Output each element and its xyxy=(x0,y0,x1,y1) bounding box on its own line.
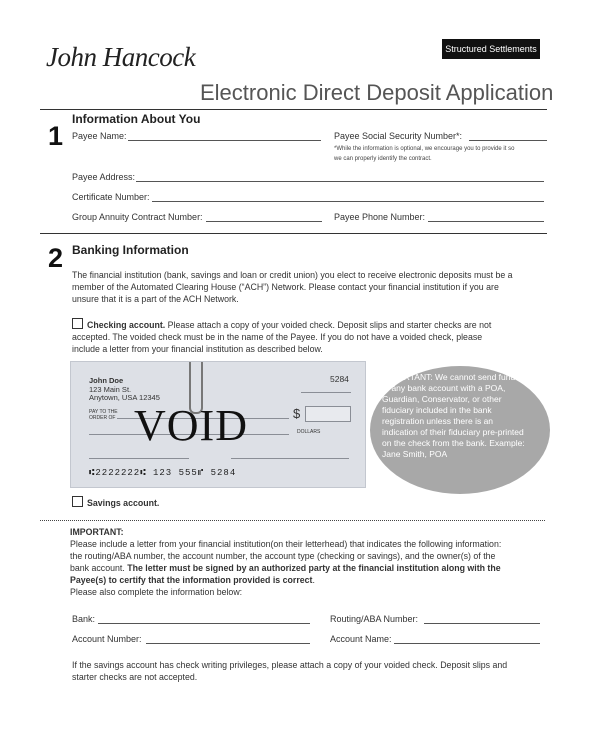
structured-settlements-badge: Structured Settlements xyxy=(442,39,540,59)
section-1-number: 1 xyxy=(48,121,64,151)
payee-name-label: Payee Name: xyxy=(72,131,127,141)
payee-phone-label: Payee Phone Number: xyxy=(334,212,426,222)
important-heading: IMPORTANT: xyxy=(70,527,124,537)
account-number-label: Account Number: xyxy=(72,634,142,644)
check-address2: Anytown, USA 12345 xyxy=(89,393,160,402)
check-date-line xyxy=(301,392,351,393)
section-2-number: 2 xyxy=(48,243,64,273)
checking-account-text3: include a letter from your financial institution as described below. xyxy=(72,344,323,354)
account-name-field[interactable] xyxy=(394,634,540,644)
ach-intro xyxy=(72,269,552,305)
check-signature-line xyxy=(231,458,349,459)
page-title: Electronic Direct Deposit Application xyxy=(200,80,554,105)
savings-account-row xyxy=(72,496,159,509)
ach-intro-line1: The financial institution (bank, savings and loan or credit union) you elect to receive electronic deposits must be a xyxy=(72,270,513,280)
payee-ssn-label: Payee Social Security Number*: xyxy=(334,131,463,141)
checking-account-text2: accepted. The voided check must be in the name of the Payee. If you do not have a voided check, please xyxy=(72,332,483,342)
ach-intro-line3: unsure that it is a part of the ACH Network. xyxy=(72,294,239,304)
savings-footer xyxy=(72,659,552,683)
checking-account-checkbox[interactable] xyxy=(72,318,83,329)
ssn-note-line2: we can properly identify the contract. xyxy=(334,156,432,162)
check-amount-box xyxy=(305,406,351,422)
important-box xyxy=(70,526,542,598)
check-dollar-sign: $ xyxy=(293,406,301,421)
check-address1: 123 Main St. xyxy=(89,385,132,394)
routing-label: Routing/ABA Number: xyxy=(330,614,419,624)
checking-account-block xyxy=(72,318,552,355)
group-annuity-label: Group Annuity Contract Number: xyxy=(72,212,203,222)
check-pay-to: PAY TO THE xyxy=(89,409,118,415)
void-stamp: VOID xyxy=(134,401,248,450)
important-line4-end: . xyxy=(312,575,315,585)
account-number-field[interactable] xyxy=(146,634,310,644)
voided-check-image xyxy=(70,361,366,488)
important-line3-bold: The letter must be signed by an authorized party at the financial institution along with the xyxy=(127,563,501,573)
payee-ssn-field[interactable] xyxy=(469,131,547,141)
important-line3-plain: bank account. xyxy=(70,563,128,573)
payee-phone-field[interactable] xyxy=(428,212,544,222)
section-1-heading: Information About You xyxy=(72,112,201,126)
important-note-text: IMPORTANT: We cannot send funds to any bank account with a POA, Guardian, Conservator, or other fiduciary included in the bank registration unless there is an indication of their fiduciary pre-printed on the check from the bank. Example: Jane Smith, POA xyxy=(382,372,525,459)
checking-account-text1: Please attach a copy of your voided check. Deposit slips and starter checks are not xyxy=(165,320,492,330)
check-number: 5284 xyxy=(330,374,349,384)
payee-address-field[interactable] xyxy=(136,172,544,182)
bank-field[interactable] xyxy=(98,614,310,624)
savings-footer-line2: starter checks are not accepted. xyxy=(72,672,198,682)
important-line1: Please include a letter from your financial institution(on their letterhead) that indicates the following information: xyxy=(70,539,502,549)
account-name-label: Account Name: xyxy=(330,634,392,644)
john-hancock-logo: John Hancock xyxy=(46,42,196,72)
payee-name-field[interactable] xyxy=(128,131,321,141)
ssn-note-line1: *While the information is optional, we encourage you to provide it so xyxy=(334,146,515,152)
section-divider xyxy=(40,233,547,234)
check-name: John Doe xyxy=(89,376,124,385)
important-line5: Please also complete the information below: xyxy=(70,587,243,597)
savings-account-label: Savings account. xyxy=(87,498,160,508)
payee-address-label: Payee Address: xyxy=(72,172,136,182)
certificate-number-field[interactable] xyxy=(152,192,544,202)
ach-intro-line2: member of the Automated Clearing House (“ACH”) Network. Please contact your financial institution if you are xyxy=(72,282,499,292)
important-line4-bold: Payee(s) to certify that the information provided is correct xyxy=(70,575,313,585)
checking-account-label: Checking account. xyxy=(87,320,166,330)
check-order-of: ORDER OF xyxy=(89,415,116,421)
group-annuity-field[interactable] xyxy=(206,212,322,222)
certificate-number-label: Certificate Number: xyxy=(72,192,150,202)
check-micr-line: ⑆2222222⑆ 123 555⑈ 5284 xyxy=(89,468,237,478)
section-2-heading: Banking Information xyxy=(72,243,189,257)
check-dollars-label: DOLLARS xyxy=(297,429,321,435)
routing-field[interactable] xyxy=(424,614,540,624)
bank-label: Bank: xyxy=(72,614,96,624)
check-memo-line xyxy=(89,458,189,459)
savings-account-checkbox[interactable] xyxy=(72,496,83,507)
savings-footer-line1: If the savings account has check writing privileges, please attach a copy of your voided check. Deposit slips and xyxy=(72,660,508,670)
important-line2: the routing/ABA number, the account number, the account type (checking or savings), and the owner(s) of the xyxy=(70,551,496,561)
header-divider xyxy=(40,109,547,110)
dotted-divider xyxy=(40,520,545,521)
